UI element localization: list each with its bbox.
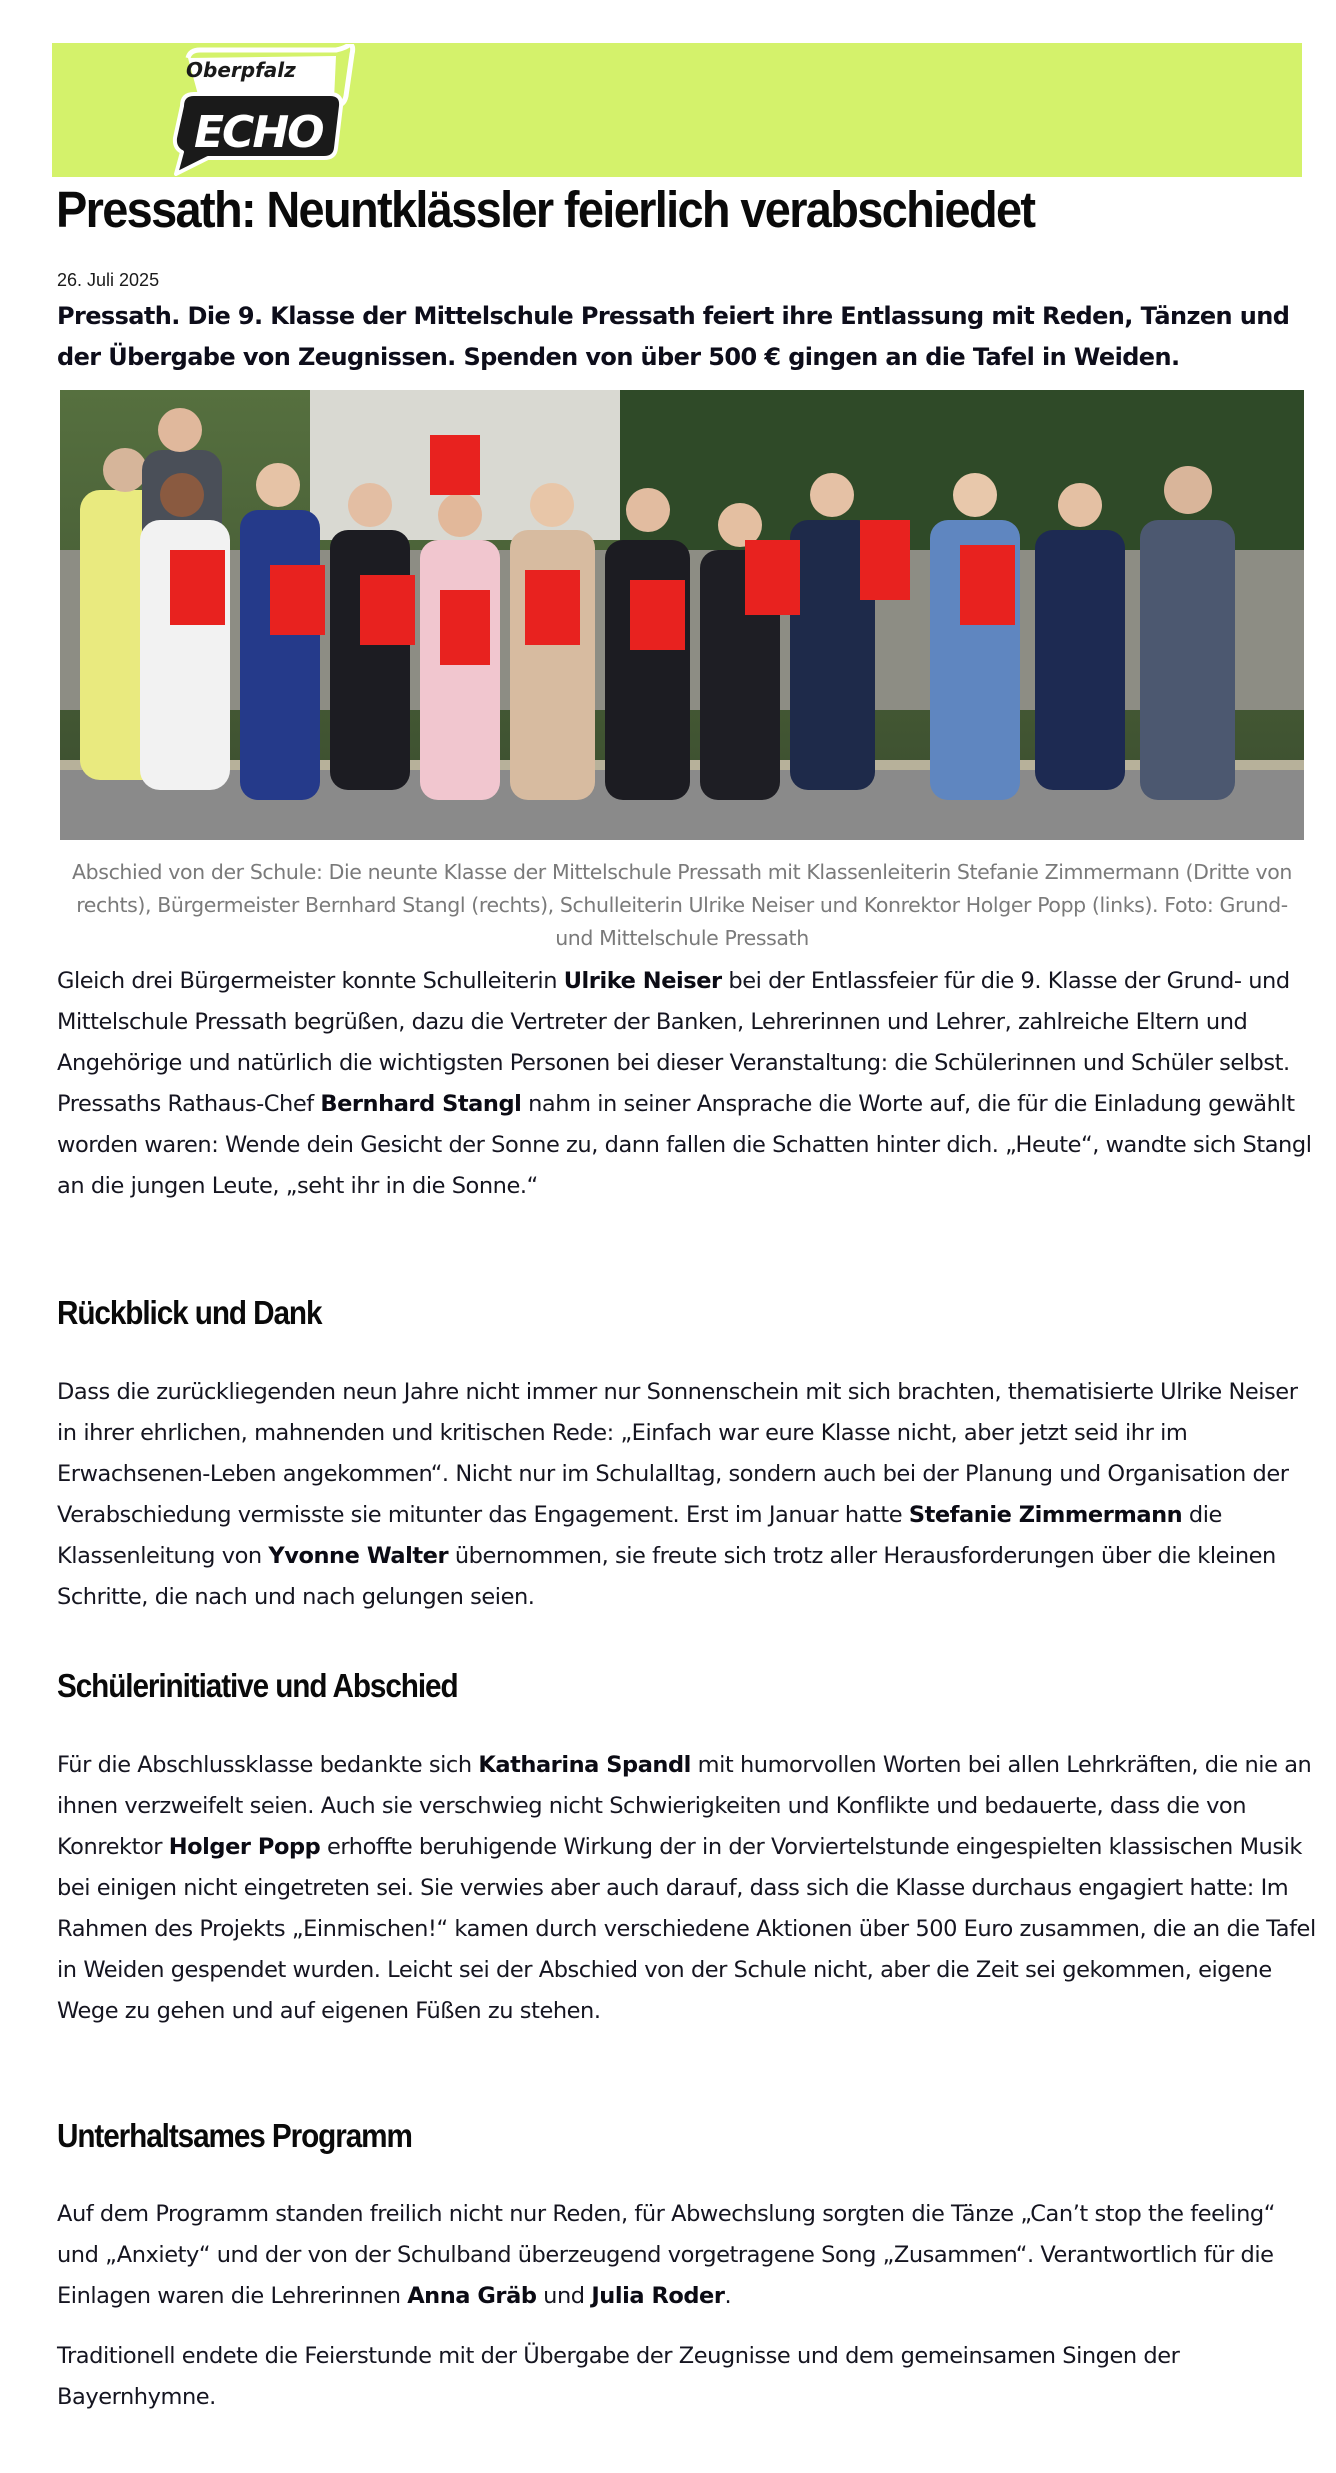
section-heading-programm: Unterhaltsames Programm bbox=[57, 2117, 412, 2154]
section-paragraph: Für die Abschlussklasse bedankte sich Katharina Spandl mit humorvollen Worten bei allen Lehrkräften, die nie an ihnen verzweifelt seien. Auch sie verschwieg nicht Schwierigkeiten und Konflikte und bedauerte, dass die von Konrektor Holger Popp erhoffte beruhigende Wirkung der in der Vorviertelstunde eingespielten klassischen Musik bei einigen nicht eingetreten sei. Sie verwies aber auch darauf, dass sich die Klasse durchaus engagiert hatte: Im Rahmen des Projekts „Einmischen!“ kamen durch verschiedene Aktionen über 500 Euro zusammen, die an die Tafel in Weiden gespendet wurden. Leicht sei der Abschied von der Schule nicht, aber die Zeit sei gekommen, eigene Wege zu gehen und auf eigenen Füßen zu stehen. bbox=[57, 1752, 1316, 2024]
article-title: Pressath: Neuntklässler feierlich verabschiedet bbox=[56, 181, 1035, 238]
svg-text:ECHO: ECHO bbox=[194, 107, 323, 158]
person-name: Stefanie Zimmermann bbox=[908, 1502, 1183, 1528]
person-name: Katharina Spandl bbox=[478, 1752, 691, 1778]
person-name: Anna Gräb bbox=[407, 2283, 537, 2309]
article-lead: Pressath. Die 9. Klasse der Mittelschule Pressath feiert ihre Entlassung mit Reden, Tänzen und der Übergabe von Zeugnissen. Spenden von über 500 € gingen an die Tafel in Weiden. bbox=[57, 302, 1290, 371]
article-photo[interactable] bbox=[60, 390, 1304, 840]
svg-text:Oberpfalz: Oberpfalz bbox=[186, 58, 296, 82]
person-name: Bernhard Stangl bbox=[320, 1091, 522, 1117]
article-date: 26. Juli 2025 bbox=[57, 270, 160, 290]
speech-bubble-logo-icon bbox=[160, 44, 360, 176]
section-heading-schuelerinitiative: Schülerinitiative und Abschied bbox=[57, 1667, 458, 1704]
section-heading-rueckblick: Rückblick und Dank bbox=[57, 1294, 322, 1331]
masthead bbox=[52, 43, 1302, 177]
oberpfalz-echo-logo[interactable] bbox=[160, 44, 360, 176]
section-paragraph: Auf dem Programm standen freilich nicht nur Reden, für Abwechslung sorgten die Tänze „Can’t stop the feeling“ und „Anxiety“ und der von der Schulband überzeugend vorgetragene Song „Zusammen“. Verantwortlich für die Einlagen waren die Lehrerinnen Anna Gräb und Julia Roder. bbox=[57, 2201, 1275, 2309]
person-name: Yvonne Walter bbox=[268, 1543, 449, 1569]
person-name: Ulrike Neiser bbox=[563, 968, 722, 994]
photo-caption: Abschied von der Schule: Die neunte Klasse der Mittelschule Pressath mit Klassenleiterin Stefanie Zimmermann (Dritte von rechts), Bürgermeister Bernhard Stangl (rechts), Schulleiterin Ulrike Neiser und Konrektor Holger Popp (links). Foto: Grund- und Mittelschule Pressath bbox=[72, 860, 1292, 950]
section-paragraph: Dass die zurückliegenden neun Jahre nicht immer nur Sonnenschein mit sich brachten, thematisierte Ulrike Neiser in ihrer ehrlichen, mahnenden und kritischen Rede: „Einfach war eure Klasse nicht, aber jetzt seid ihr im Erwachsenen-Leben angekommen“. Nicht nur im Schulalltag, sondern auch bei der Planung und Organisation der Verabschiedung vermisste sie mitunter das Engagement. Erst im Januar hatte Stefanie Zimmermann die Klassenleitung von Yvonne Walter übernommen, sie freute sich trotz aller Herausforderungen über die kleinen Schritte, die nach und nach gelungen seien. bbox=[57, 1379, 1298, 1610]
group-photo-image bbox=[60, 390, 1304, 840]
intro-paragraph: Gleich drei Bürgermeister konnte Schulleiterin Ulrike Neiser bei der Entlassfeier für die 9. Klasse der Grund- und Mittelschule Pressath begrüßen, dazu die Vertreter der Banken, Lehrerinnen und Lehrer, zahlreiche Eltern und Angehörige und natürlich die wichtigsten Personen bei dieser Veranstaltung: die Schülerinnen und Schüler selbst. Pressaths Rathaus-Chef Bernhard Stangl nahm in seiner Ansprache die Worte auf, die für die Einladung gewählt worden waren: Wende dein Gesicht der Sonne zu, dann fallen die Schatten hinter dich. „Heute“, wandte sich Stangl an die jungen Leute, „seht ihr in die Sonne.“ bbox=[57, 968, 1312, 1199]
person-name: Holger Popp bbox=[168, 1834, 321, 1860]
closing-paragraph: Traditionell endete die Feierstunde mit der Übergabe der Zeugnisse und dem gemeinsamen Singen der Bayernhymne. bbox=[57, 2343, 1180, 2410]
person-name: Julia Roder bbox=[591, 2283, 725, 2309]
